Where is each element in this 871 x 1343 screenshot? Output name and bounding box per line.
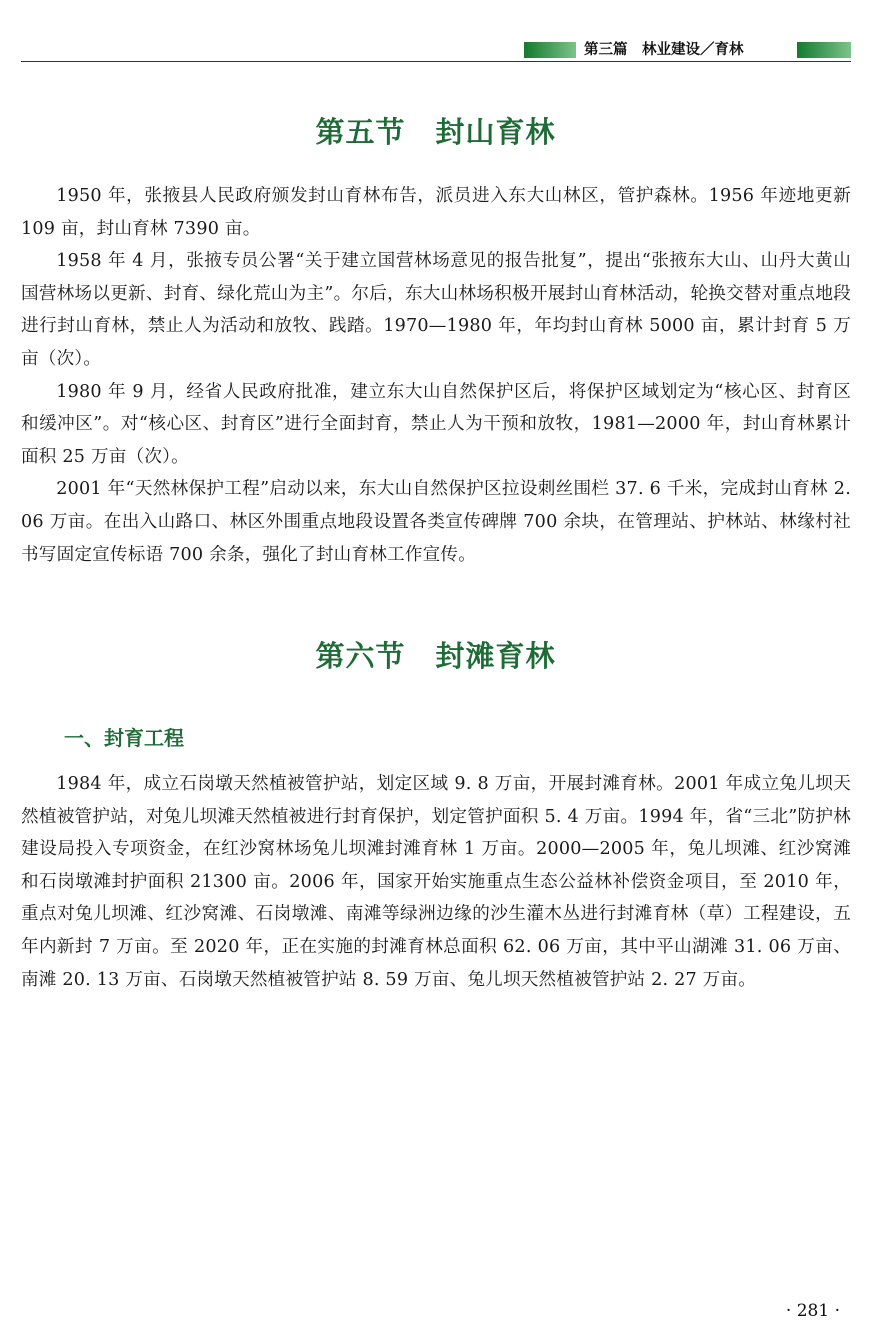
header-title: 第三篇 林业建设／育林: [584, 42, 744, 58]
paragraph: 2001 年“天然林保护工程”启动以来，东大山自然保护区拉设刺丝围栏 37. 6 千米，完成封山育林 2. 06 万亩。在出入山路口、林区外围重点地段设置各类宣传碑牌 700 余块，在管理站、护林站、林缘村社书写固定宣传标语 700 余条，强化了封山育林工作宣传。: [21, 479, 851, 565]
section-name: 封山育林: [435, 115, 556, 149]
header-accent-bar-left: [524, 42, 576, 58]
paragraph: 1980 年 9 月，经省人民政府批准，建立东大山自然保护区后，将保护区域划定为“核心区、封育区和缓冲区”。对“核心区、封育区”进行全面封育，禁止人为干预和放牧，1981—2000 年，封山育林累计面积 25 万亩（次）。: [21, 381, 851, 467]
running-header: [21, 40, 851, 62]
section-number: 第六节: [315, 639, 406, 673]
section-number: 第五节: [315, 115, 406, 149]
section-6-body: [21, 768, 851, 996]
page-number: · 281 ·: [785, 1301, 840, 1321]
section-name: 封滩育林: [435, 639, 556, 673]
paragraph: 1984 年，成立石岗墩天然植被管护站，划定区域 9. 8 万亩，开展封滩育林。2001 年成立兔儿坝天然植被管护站，对兔儿坝滩天然植被进行封育保护，划定管护面积 5. 4 万亩。1994 年，省“三北”防护林建设局投入专项资金，在红沙窝林场兔儿坝滩封滩育林 1 万亩。2000—2005 年，兔儿坝滩、红沙窝滩和石岗墩滩封护面积 21300 亩。2006 年，国家开始实施重点生态公益林补偿资金项目，至 2010 年，重点对兔儿坝滩、红沙窝滩、石岗墩滩、南滩等绿洲边缘的沙生灌木丛进行封滩育林（草）工程建设，五年内新封 7 万亩。至 2020 年，正在实施的封滩育林总面积 62. 06 万亩，其中平山湖滩 31. 06 万亩、南滩 20. 13 万亩、石岗墩天然植被管护站 8. 59 万亩、兔儿坝天然植被管护站 2. 27 万亩。: [21, 774, 851, 990]
paragraph: 1950 年，张掖县人民政府颁发封山育林布告，派员进入东大山林区，管护森林。1956 年迹地更新 109 亩，封山育林 7390 亩。: [21, 186, 851, 239]
paragraph: 1958 年 4 月，张掖专员公署“关于建立国营林场意见的报告批复”，提出“张掖东大山、山丹大黄山国营林场以更新、封育、绿化荒山为主”。尔后，东大山林场积极开展封山育林活动，轮换交替对重点地段进行封山育林，禁止人为活动和放牧、践踏。1970—1980 年，年均封山育林 5000 亩，累计封育 5 万亩（次）。: [21, 251, 851, 369]
header-rule: [21, 61, 851, 62]
section-title-6: [0, 636, 871, 676]
subheading: 一、封育工程: [64, 726, 184, 750]
section-5-body: [21, 180, 851, 571]
header-accent-bar-right: [797, 42, 851, 58]
section-title-5: [0, 112, 871, 152]
